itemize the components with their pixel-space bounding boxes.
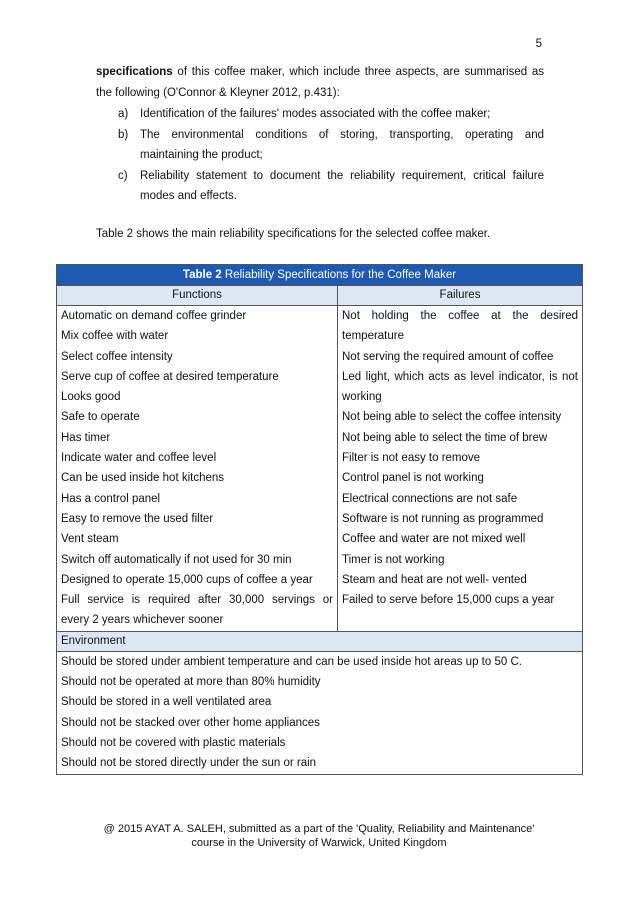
failure-item: Not being able to select the coffee intensity [342,411,562,424]
function-item: Easy to remove the used filter [61,512,214,525]
table-caption [57,265,583,286]
environment-label: Environment [57,631,583,651]
failure-item: temperature [342,330,405,343]
footer-line: @ 2015 AYAT A. SALEH, submitted as a part of the 'Quality, Reliability and Maintenance' [103,823,535,835]
failure-item: Not serving the required amount of coffee [342,350,554,363]
environment-cell [57,651,583,774]
footer-line: course in the University of Warwick, United Kingdom [191,837,447,849]
list-marker: b) [118,129,129,141]
failure-item: Software is not running as programmed [342,512,544,525]
function-item: Switch off automatically if not used for 30 min [61,553,292,566]
function-item: Serve cup of coffee at desired temperature [61,370,279,383]
function-item: Has timer [61,431,111,444]
environment-item: Should not be covered with plastic materials [61,736,286,749]
list-item-text: modes and effects. [140,189,237,202]
environment-item: Should be stored in a well ventilated area [61,696,272,709]
function-item: Looks good [61,391,121,404]
function-item: Full service is required after 30,000 servings or [61,594,333,607]
function-item: every 2 years whichever sooner [61,614,224,627]
failure-item: Coffee and water are not mixed well [342,533,526,546]
table-row [57,651,583,774]
list-item-text: Identification of the failures' modes associated with the coffee maker; [140,108,491,120]
page-footer [60,822,578,850]
list-item-text: The environmental conditions of storing, transporting, operating and [140,129,544,141]
table-row [57,306,583,632]
environment-header-row [57,631,583,651]
list-item [118,125,544,166]
function-item: Has a control panel [61,492,161,505]
function-item: Designed to operate 15,000 cups of coffee a year [61,573,313,586]
reliability-specifications-table [56,264,583,775]
failure-item: Filter is not easy to remove [342,452,481,465]
list-item [118,104,544,125]
table-caption-row [57,265,583,286]
table-caption-text: Reliability Specifications for the Coffee Maker [221,269,457,281]
intro-paragraph [96,62,544,104]
column-header-functions: Functions [57,286,338,306]
function-item: Mix coffee with water [61,330,169,343]
failure-item: Failed to serve before 15,000 cups a year [342,594,555,607]
environment-item: Should be stored under ambient temperature and can be used inside hot areas up to 50 C. [61,655,522,668]
intro-bold-term: specifications [96,66,173,78]
failure-item: Control panel is not working [342,472,484,485]
environment-item: Should not be stacked over other home appliances [61,716,320,729]
function-item: Vent steam [61,533,119,546]
failure-item: Timer is not working [342,553,445,566]
list-marker: c) [118,169,128,182]
failure-item: Not holding the coffee at the desired [342,310,578,322]
list-marker: a) [118,108,129,120]
failures-cell [338,306,583,632]
environment-item: Should not be operated at more than 80% humidity [61,676,321,689]
list-item [118,166,544,207]
failure-item: working [342,391,382,404]
table-caption-number: Table 2 [182,269,222,281]
environment-item: Should not be stored directly under the sun or rain [61,757,317,770]
function-item: Can be used inside hot kitchens [61,472,225,485]
failure-item: Electrical connections are not safe [342,492,518,505]
function-item: Safe to operate [61,411,140,424]
aspects-list [118,104,544,206]
failure-item: Steam and heat are not well- vented [342,573,527,586]
table-intro-paragraph: Table 2 shows the main reliability specifications for the selected coffee maker. [96,228,491,240]
failure-item: Led light, which acts as level indicator, is not [342,370,578,383]
function-item: Indicate water and coffee level [61,452,217,465]
function-item: Automatic on demand coffee grinder [61,310,247,322]
list-item-text: maintaining the product; [140,149,263,162]
functions-cell [57,306,338,632]
failure-item: Not being able to select the time of brew [342,431,548,444]
table-header-row [57,286,583,306]
intro-text: of this coffee maker, which include three aspects, are summarised as [172,66,544,78]
function-item: Select coffee intensity [61,350,173,363]
list-item-text: Reliability statement to document the reliability requirement, critical failure [140,169,544,182]
intro-text-line2: the following (O'Connor & Kleyner 2012, p.431): [96,87,340,99]
page-number: 5 [535,38,542,50]
column-header-failures: Failures [338,286,583,306]
